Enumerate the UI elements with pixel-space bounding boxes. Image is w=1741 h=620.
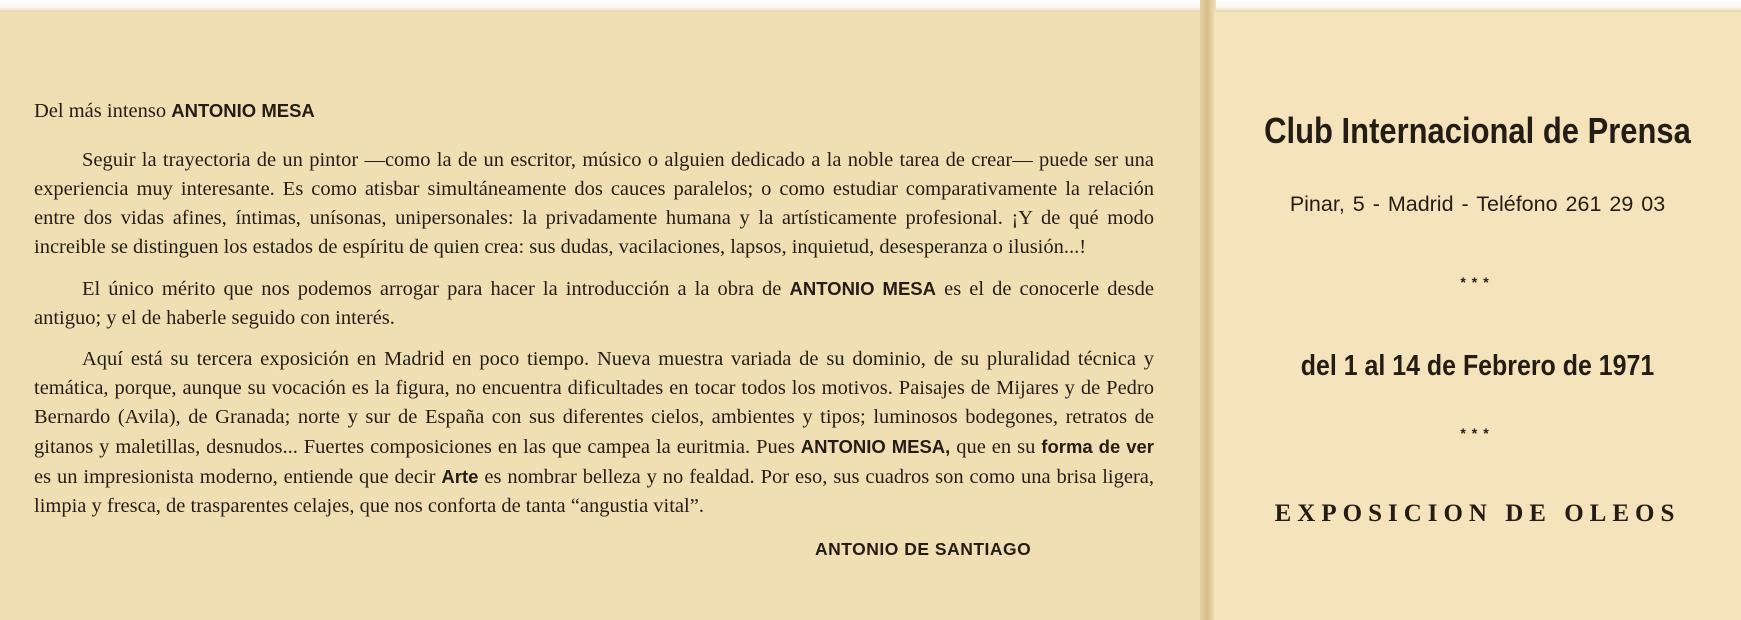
page-top-edge — [0, 0, 1741, 12]
separator-dots-2: *** — [1460, 425, 1495, 441]
paragraph-3-mid: que en su — [950, 436, 1042, 458]
separator-dots: *** — [1460, 274, 1495, 290]
artist-name-inline-2: ANTONIO MESA, — [800, 436, 951, 457]
paragraph-2 — [34, 274, 1154, 333]
paragraph-2-start: El único mérito que nos podemos arrogar para hacer la introducción a la obra de — [82, 278, 790, 300]
paragraph-3-end: es nombrar belleza y no fealdad. Por eso, sus cuadros son como una brisa ligera, limpia y fresca, de trasparentes celajes, que nos conforta de tanta “angustia vital”. — [34, 466, 1154, 517]
author-signature: ANTONIO DE SANTIAGO — [815, 539, 1032, 559]
greeting-prefix: Del más intenso — [34, 100, 172, 122]
paragraph-3-mid-2: es un impresionista moderno, entiende que decir — [34, 466, 442, 488]
exhibition-dates: del 1 al 14 de Febrero de 1971 — [1300, 350, 1655, 382]
artist-name: ANTONIO MESA — [171, 100, 315, 121]
artist-name-inline: ANTONIO MESA — [789, 278, 937, 299]
paragraph-2-end: es el de conocerle desde antiguo; y el de haberle seguido con interés. — [34, 278, 1154, 329]
right-page — [1214, 12, 1741, 620]
club-address: Pinar, 5 - Madrid - Teléfono 261 29 03 — [1289, 192, 1666, 216]
paragraph-3 — [34, 345, 1154, 521]
paragraph-3-start: Aquí está su tercera exposición en Madrid en poco tiempo. Nueva muestra variada de su dominio, de su pluralidad técnica y temática, porque, aunque su vocación es la figura, no encuentra dificultades en tocar todos los motivos. Paisajes de Mijares y de Pedro Bernardo (Avila), de Granada; norte y sur de España con sus diferentes cielos, ambientes y tipos; luminosos bodegones, retratos de gitanos y maletillas, desnudos... Fuertes composiciones en las que campea la euritmia. Pues — [34, 348, 1154, 458]
emphasis-forma-de-ver: forma de ver — [1041, 436, 1154, 457]
greeting — [34, 96, 1154, 126]
article-text — [34, 96, 1154, 527]
club-title: Club Internacional de Prensa — [1264, 110, 1691, 151]
exhibition-title: EXPOSICION DE OLEOS — [1274, 500, 1681, 527]
emphasis-arte: Arte — [441, 466, 479, 487]
paragraph-1: Seguir la trayectoria de un pintor —como la de un escritor, músico o alguien dedicado a la noble tarea de crear— puede ser una experiencia muy interesante. Es como atisbar simultáneamente dos cauces paralelos; o como estudiar comparativamente la relación entre dos vidas afines, íntimas, unísonas, unipersonales: la privadamente humana y la artísticamente profesional. ¡Y de qué modo increible se distinguen los estados de espíritu de quien crea: sus dudas, vacilaciones, lapsos, inquietud, desesperanza o ilusión...! — [34, 149, 1154, 258]
